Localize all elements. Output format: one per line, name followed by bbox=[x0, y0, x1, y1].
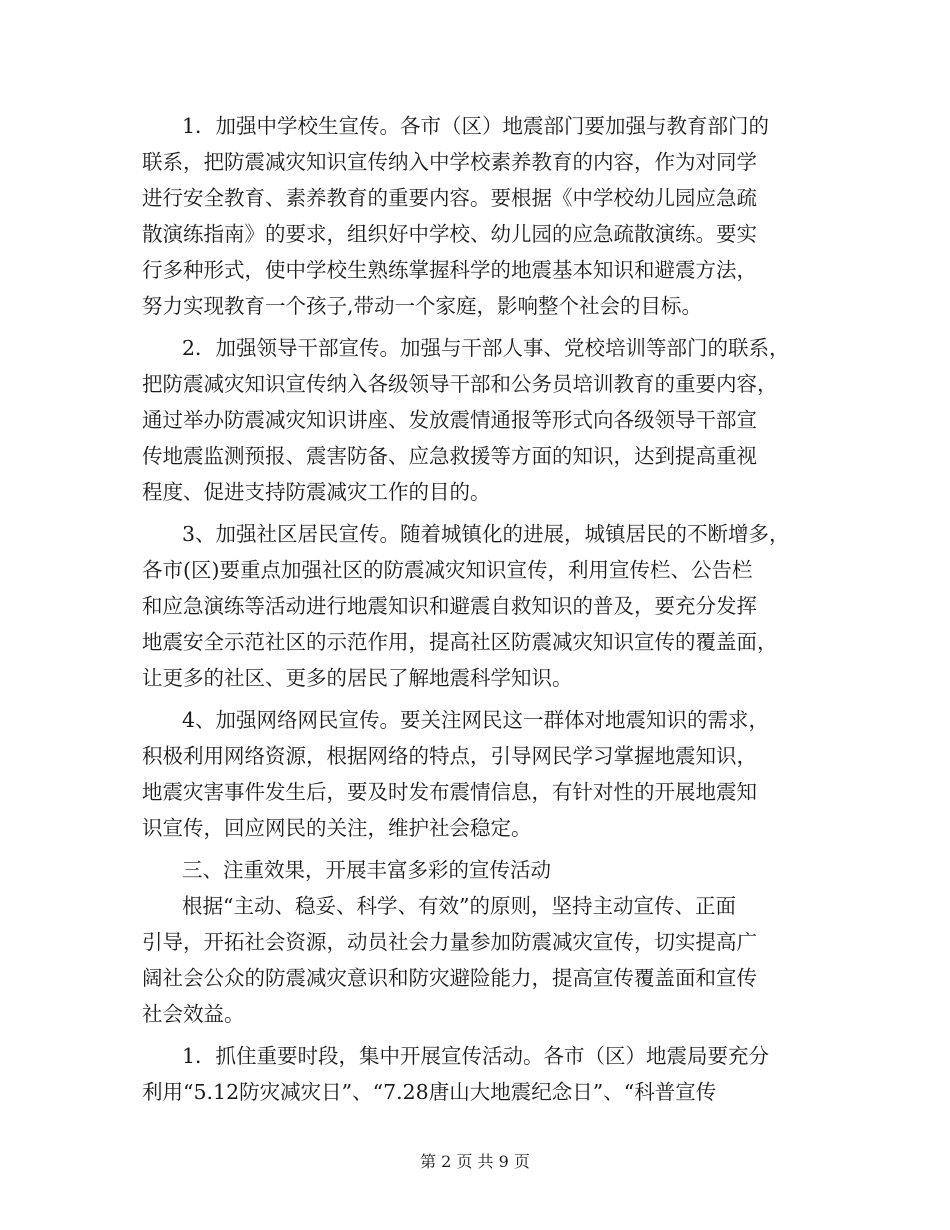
text-line: 1．加强中学校生宣传。各市（区）地震部门要加强与教育部门的 bbox=[182, 114, 770, 138]
text-line: 让更多的社区、更多的居民了解地震科学知识。 bbox=[142, 666, 573, 690]
text-line: 各市(区)要重点加强社区的防震减灾知识宣传，利用宣传栏、公告栏 bbox=[142, 558, 753, 582]
text-line: 根据“主动、稳妥、科学、有效”的原则，坚持主动宣传、正面 bbox=[182, 894, 736, 918]
text-line: 3、加强社区居民宣传。随着城镇化的进展，城镇居民的不断增多， bbox=[182, 522, 790, 546]
text-line: 和应急演练等活动进行地震知识和避震自救知识的普及，要充分发挥 bbox=[142, 594, 757, 618]
text-line: 联系，把防震减灾知识宣传纳入中学校素养教育的内容，作为对同学 bbox=[142, 150, 757, 174]
text-line: 地震灾害事件发生后，要及时发布震情信息，有针对性的开展地震知 bbox=[142, 780, 757, 804]
text-line: 2．加强领导干部宣传。加强与干部人事、党校培训等部门的联系， bbox=[182, 336, 790, 360]
page-number-footer: 第 2 页 共 9 页 bbox=[420, 1152, 530, 1171]
text-line: 进行安全教育、素养教育的重要内容。要根据《中学校幼儿园应急疏 bbox=[142, 186, 757, 210]
text-line: 利用“5.12防灾减灾日”、“7.28唐山大地震纪念日”、“科普宣传 bbox=[142, 1080, 717, 1104]
text-line: 地震安全示范社区的示范作用，提高社区防震减灾知识宣传的覆盖面， bbox=[142, 630, 778, 654]
text-line: 1．抓住重要时段，集中开展宣传活动。各市（区）地震局要充分 bbox=[182, 1044, 770, 1068]
text-line: 努力实现教育一个孩子,带动一个家庭，影响整个社会的目标。 bbox=[142, 294, 703, 318]
text-line: 传地震监测预报、震害防备、应急救援等方面的知识，达到提高重视 bbox=[142, 444, 757, 468]
text-line: 行多种形式，使中学校生熟练掌握科学的地震基本知识和避震方法， bbox=[142, 258, 757, 282]
text-line: 阔社会公众的防震减灾意识和防灾避险能力，提高宣传覆盖面和宣传 bbox=[142, 966, 757, 990]
text-line: 程度、促进支持防震减灾工作的目的。 bbox=[142, 480, 491, 504]
text-line: 通过举办防震减灾知识讲座、发放震情通报等形式向各级领导干部宣 bbox=[142, 408, 757, 432]
text-line: 散演练指南》的要求，组织好中学校、幼儿园的应急疏散演练。要实 bbox=[142, 222, 757, 246]
text-line: 识宣传，回应网民的关注，维护社会稳定。 bbox=[142, 816, 532, 840]
text-line: 社会效益。 bbox=[142, 1002, 245, 1026]
text-line: 引导，开拓社会资源，动员社会力量参加防震减灾宣传，切实提高广 bbox=[142, 930, 757, 954]
text-line: 积极利用网络资源，根据网络的特点，引导网民学习掌握地震知识， bbox=[142, 744, 757, 768]
section-heading: 三、注重效果，开展丰富多彩的宣传活动 bbox=[182, 858, 551, 882]
text-line: 4、加强网络网民宣传。要关注网民这一群体对地震知识的需求， bbox=[182, 708, 770, 732]
text-line: 把防震减灾知识宣传纳入各级领导干部和公务员培训教育的重要内容， bbox=[142, 372, 778, 396]
